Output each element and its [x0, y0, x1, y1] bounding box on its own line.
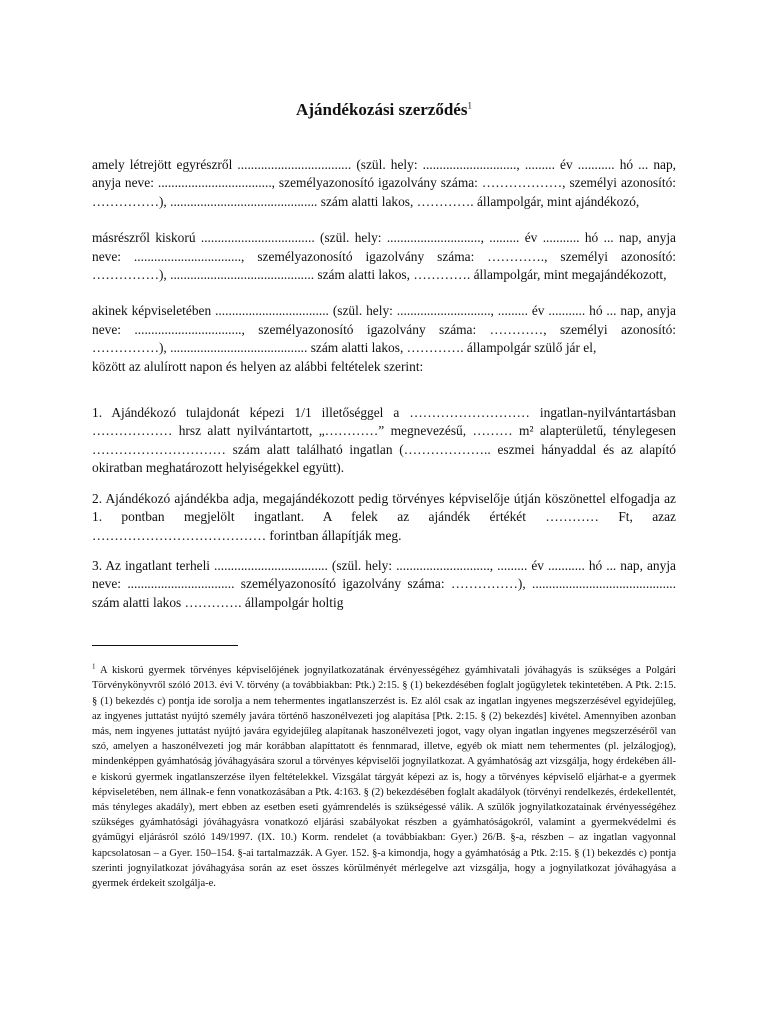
footnote-mark: 1 [92, 662, 96, 671]
clause-3: 3. Az ingatlant terheli .................................. (szül. hely: ............................, ......... év ........... hó ... nap, anyja neve: ................................ személyazonosító igazolvány száma: ……………), ........................................... szám alatti lakos …………. állampolgár holtig [92, 557, 676, 610]
party-donor-paragraph: amely létrejött egyrészről .................................. (szül. hely: ............................, ......... év ........... hó ... nap, anyja neve: .................................., személyazonosító igazolvány száma: ………………, személyi azonosító: ……………), ............................................ szám alatti lakos, …………. állampolgár, mint ajándékozó, [92, 157, 676, 209]
footnote [92, 663, 676, 891]
party-representative-paragraph: akinek képviseletében .................................. (szül. hely: ............................, ......... év ........... hó ... nap, anyja neve: ................................, személyazonosító igazolvány száma: …………, személyi azonosító: ……………), ......................................... szám alatti lakos, …………. állampolgár szülő jár el, [92, 303, 676, 356]
footnote-divider [92, 645, 238, 646]
clause-2: 2. Ajándékozó ajándékba adja, megajándékozott pedig törvényes képviselője útján köszönettel elfogadja az 1. pontban megjelölt ingatlant. A felek az ajándék értékét ………… Ft, azaz ………………………………… forintban állapítják meg. [92, 490, 676, 543]
footnote-text: A kiskorú gyermek törvényes képviselőjének jognyilatkozatának érvényességéhez gyámhivatali jóváhagyás is szükséges a Polgári Törvénykönyvről szóló 2013. évi V. törvény (a továbbiakban: Ptk.) 2:15. § (1) bekezdésében foglalt jogügyletek tekintetében. A Ptk. 2:15. § (1) bekezdés c) pontja ide sorolja a nem tehermentes ingatlanszerzést is. Ez alól csak az ingatlan ingyenes megszerzésével egyidejűleg, az ingyenes juttatást nyújtó személy javára történő haszonélvezeti jog alapítása [Ptk. 2:15. § (2) bekezdés] kivétel. Amennyiben azonban más, nem ingyenes juttatást nyújtó javára egyidejűleg alapítanak haszonélvezeti jogot, vagy olyan ingatlan ingyenes megszerzéséről van szó, amelyen a haszonélvezeti jog már korábban alapíttatott és fennmarad, illetve, egyéb ok miatt nem tehermentes (pl. jelzálogjog), mindenképpen gyámhatóság jóváhagyására szorul a törvényes képviselői jognyilatkozat. A gyámhatóság azt vizsgálja, hogy érdekében áll-e kiskorú gyermek ingatlanszerzése ilyen feltételekkel. Vizsgálat tárgyát képezi az is, hogy a törvényes képviselő eljárhat-e a gyermek képviseletében, nem állnak-e fenn vonatkozásában a Ptk. 4:163. § (2) bekezdésében foglalt akadályok (törvényi rendelkezés, érdekellentét, más tényleges akadály), mert ebben az esetben eseti gyámrendelés is szükségessé válik. A szülők jognyilatkozatainak érvényességéhez szükséges gyámhatósági jóváhagyásra vonatkozó eljárási szabályokat részben a gyámhatóságokról, valamint a gyermekvédelmi és gyámügyi eljárásról szóló 149/1997. (IX. 10.) Korm. rendelet (a továbbiakban: Gyer.) 26/B. §-a, részben – az ingatlan vagyonnal kapcsolatosan – a Gyer. 150–154. §-ai tartalmazzák. A Gyer. 152. §-a kimondja, hogy a gyámhatóság a Ptk. 2:15. § (1) bekezdés c) pontja szerinti jognyilatkozat jóváhagyása során az eset összes körülményét mérlegelve azt vizsgálja, hogy a jognyilatkozat jóváhagyása a gyermek érdekeit szolgálja-e. [92, 665, 676, 889]
party-recipient-paragraph: másrészről kiskorú .................................. (szül. hely: ............................, ......... év ........... hó ... nap, anyja neve: ................................, személyazonosító igazolvány száma: …………., személyi azonosító: ……………), ........................................... szám alatti lakos, …………. állampolgár, mint megajándékozott, [92, 230, 676, 283]
document-title [92, 100, 676, 120]
conditions-intro: között az alulírott napon és helyen az alábbi feltételek szerint: [92, 358, 424, 374]
clause-1: 1. Ajándékozó tulajdonát képezi 1/1 illetőséggel a ……………………… ingatlan-nyilvántartásban ……………… hrsz alatt nyilvántartott, „…………” megnevezésű, ……… m² alapterületű, ténylegesen ………………………… szám alatt található ingatlan (……………….. eszmei hányaddal és az alapító okiratban meghatározott helyiségekkel együtt). [92, 405, 676, 476]
title-footnote-mark: 1 [467, 100, 472, 111]
title-text: Ajándékozási szerződés [296, 100, 468, 119]
